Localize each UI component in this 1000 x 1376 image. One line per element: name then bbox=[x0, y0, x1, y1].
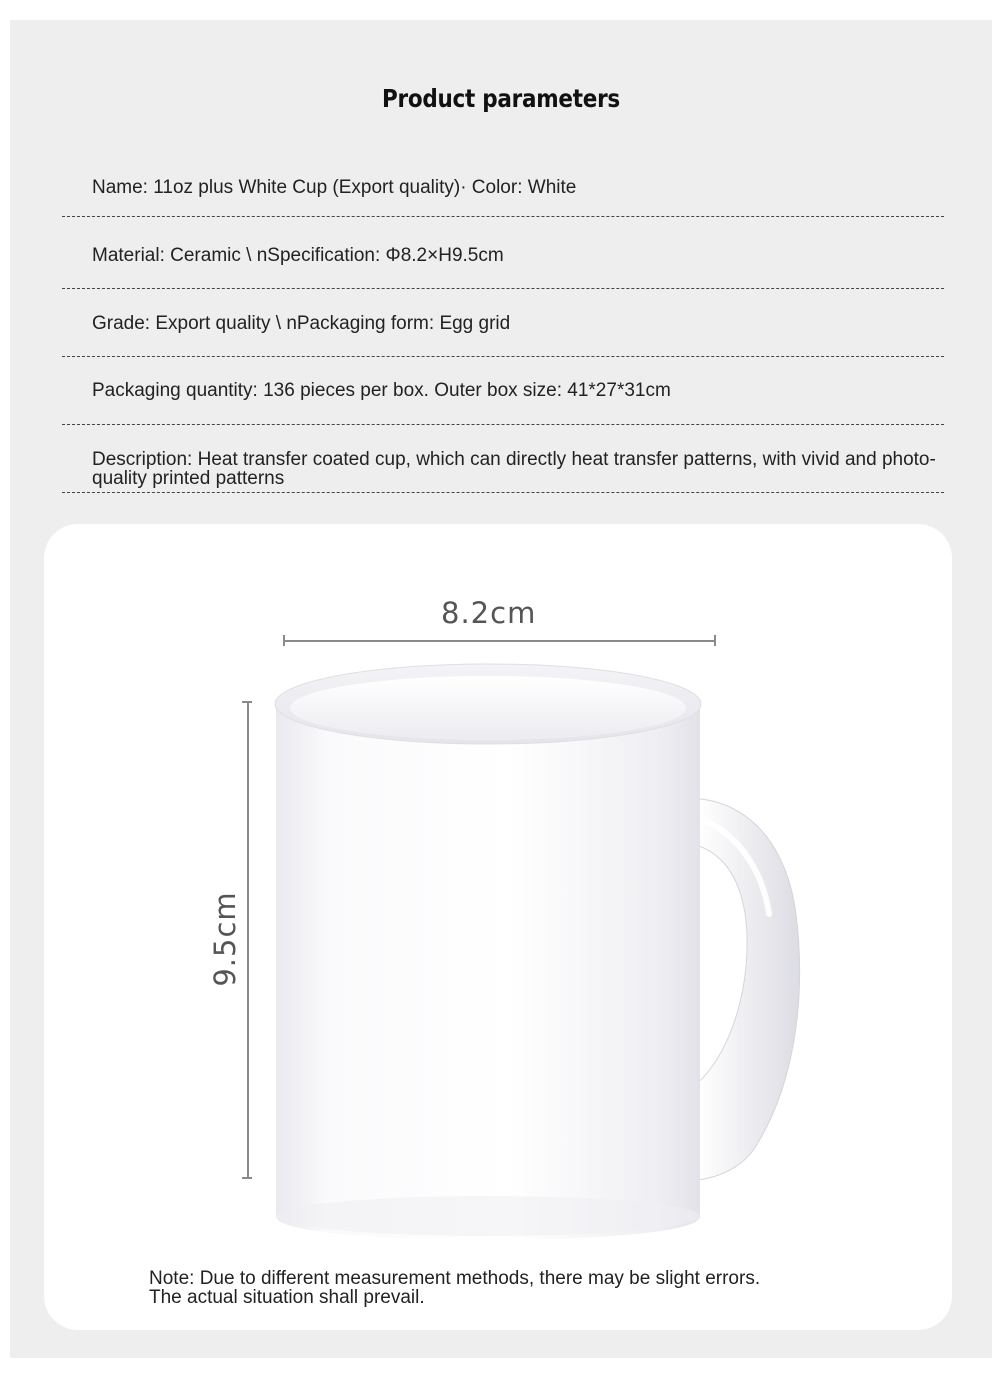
measurement-note bbox=[149, 1269, 760, 1307]
param-row-packaging bbox=[62, 356, 944, 425]
product-parameters-page bbox=[10, 20, 992, 1358]
width-dimension-line bbox=[284, 635, 715, 646]
param-text: Name: 11oz plus White Cup (Export quality)· Color: White bbox=[92, 177, 577, 198]
param-row-description bbox=[62, 424, 944, 493]
param-row-name bbox=[62, 170, 944, 217]
product-image-card bbox=[44, 524, 952, 1330]
height-dimension-label: 9.5cm bbox=[208, 891, 242, 987]
param-text: Material: Ceramic \ nSpecification: Φ8.2×H9.5cm bbox=[92, 245, 504, 266]
param-text: Grade: Export quality \ nPackaging form: Egg grid bbox=[92, 313, 511, 334]
mug-illustration bbox=[44, 524, 952, 1330]
mug-rim bbox=[275, 664, 701, 744]
height-dimension-line bbox=[242, 702, 252, 1178]
param-row-material bbox=[62, 216, 944, 289]
note-line-1: Note: Due to different measurement methods, there may be slight errors. bbox=[149, 1268, 761, 1289]
width-dimension-label: 8.2cm bbox=[441, 596, 537, 630]
param-text: Packaging quantity: 136 pieces per box. Outer box size: 41*27*31cm bbox=[92, 380, 671, 401]
mug-body bbox=[276, 702, 700, 1240]
param-row-grade bbox=[62, 288, 944, 357]
param-text: Description: Heat transfer coated cup, which can directly heat transfer patterns, with vivid and photo-quality printed patterns bbox=[92, 449, 936, 489]
note-line-2: The actual situation shall prevail. bbox=[149, 1287, 425, 1308]
page-title: Product parameters bbox=[382, 84, 620, 113]
